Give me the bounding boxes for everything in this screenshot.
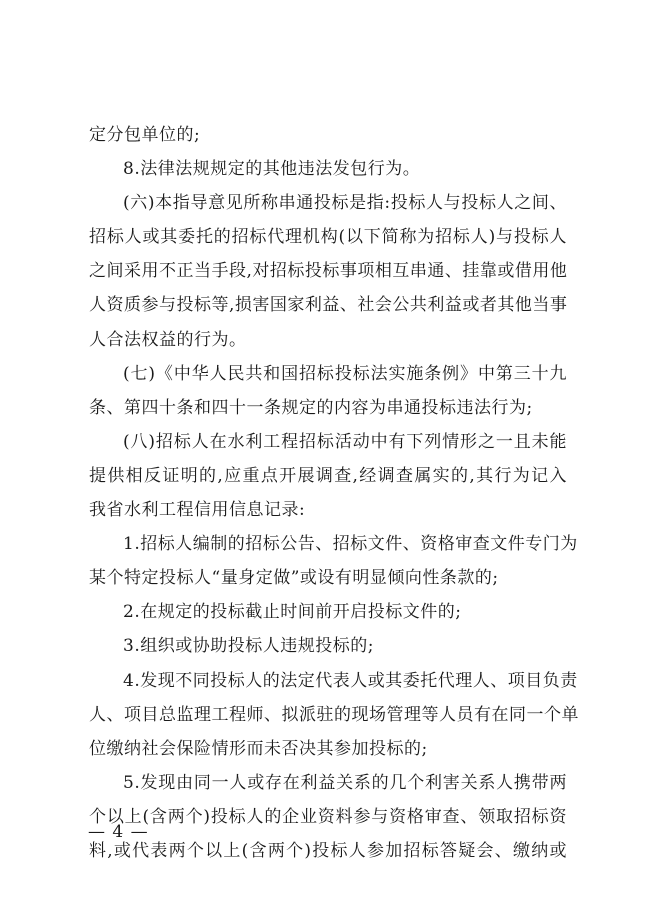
text-line-2: 8.法律法规规定的其他违法发包行为。 [123, 159, 421, 180]
text-line-17: 4.发现不同投标人的法定代表人或其委托代理人、项目负责 [123, 670, 578, 691]
text-line-3: (六)本指导意见所称串通投标是指:投标人与投标人之间、 [123, 193, 567, 214]
text-line-18: 人、项目总监理工程师、拟派驻的现场管理等人员有在同一个单 [89, 704, 579, 725]
text-line-15: 2.在规定的投标截止时间前开启投标文件的; [123, 602, 462, 623]
text-line-14: 某个特定投标人“量身定做”或设有明显倾向性条款的; [89, 568, 499, 589]
text-line-10: (八)招标人在水利工程招标活动中有下列情形之一且未能 [123, 431, 567, 452]
text-line-11: 提供相反证明的,应重点开展调查,经调查属实的,其行为记入 [89, 465, 567, 486]
text-line-4: 招标人或其委托的招标代理机构(以下简称为招标人)与投标人 [89, 227, 567, 248]
text-line-13: 1.招标人编制的招标公告、招标文件、资格审查文件专门为 [123, 534, 578, 555]
page-number: — 4 — [88, 822, 149, 842]
text-line-19: 位缴纳社会保险情形而未否决其参加投标的; [89, 738, 428, 759]
text-line-21: 个以上(含两个)投标人的企业资料参与资格审查、领取招标资 [89, 806, 567, 827]
text-line-16: 3.组织或协助投标人违规投标的; [123, 636, 374, 657]
text-line-20: 5.发现由同一人或存在利益关系的几个利害关系人携带两 [123, 772, 567, 793]
text-line-22: 料,或代表两个以上(含两个)投标人参加招标答疑会、缴纳或 [89, 840, 567, 861]
text-line-9: 条、第四十条和四十一条规定的内容为串通投标违法行为; [89, 397, 533, 418]
text-line-12: 我省水利工程信用信息记录: [89, 500, 306, 521]
body-text [89, 118, 579, 868]
text-line-1: 定分包单位的; [89, 125, 201, 145]
text-line-7: 人合法权益的行为。 [89, 329, 247, 350]
text-line-6: 人资质参与投标等,损害国家利益、社会公共利益或者其他当事 [89, 295, 568, 316]
text-line-8: (七)《中华人民共和国招标投标法实施条例》中第三十九 [123, 363, 567, 384]
text-line-5: 之间采用不正当手段,对招标投标事项相互串通、挂靠或借用他 [89, 261, 568, 282]
